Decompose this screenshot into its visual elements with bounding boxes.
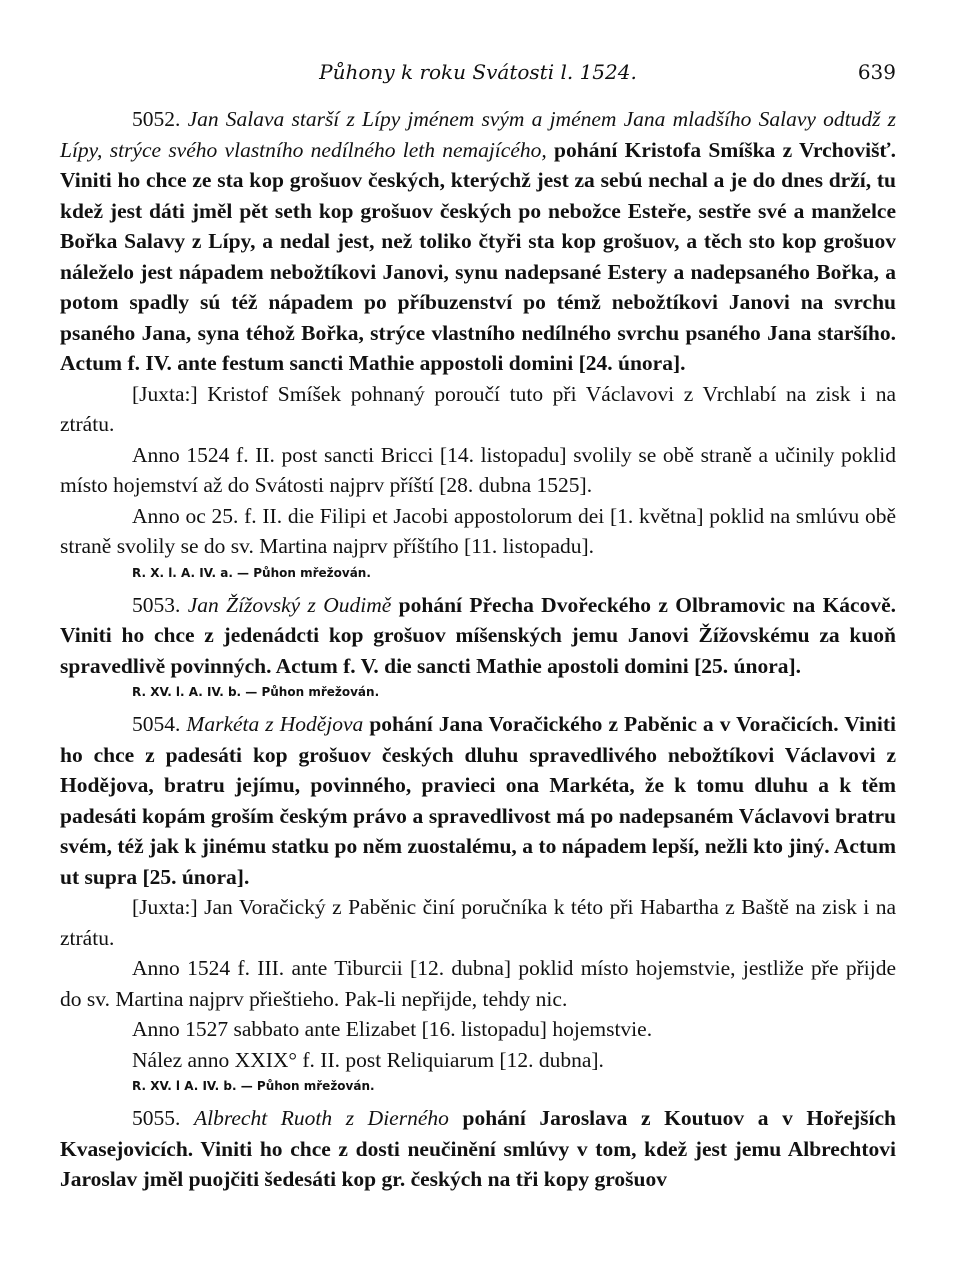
entry-note: Anno oc 25. f. II. die Filipi et Jacobi appostolorum dei [1. května] poklid na smlúvu obě straně svolily se do sv. Martina najprv příštího [11. listopadu].: [60, 503, 896, 558]
entry-number: 5053.: [132, 592, 181, 617]
entry-parties: Jan Žížovský z Oudimě: [187, 592, 392, 617]
entry-parties: Markéta z Hodějova: [186, 712, 364, 736]
entry-note: Anno 1527 sabbato ante Elizabet [16. listopadu] hojemstvie.: [132, 1017, 653, 1041]
entry-text: [60, 590, 896, 682]
entry-5053: [60, 590, 896, 704]
entry-number: 5052.: [132, 107, 181, 131]
page-header: [60, 60, 896, 100]
entry-body: pohání Jana Voračického z Paběnic a v Voračicích. Viniti ho chce z padesáti kop grošuov českých dluhu spravedlivého nebožtíkovi Václavovi z Hodějova, bratru jejímu, povinného, pravieci ona Markéta, že k tomu dluhu a k těm padesáti kopám groším českým právo a spravedlivost má po nadepsaném Václavovi bratru svém, též jak k jinému statku po něm zuostalému, a to nápadem lepší, nežli kto jiný. Actum ut supra [25. února].: [60, 712, 897, 889]
entry-text: [60, 104, 896, 379]
entry-5054: [60, 709, 896, 1097]
entry-parties: Albrecht Ruoth z Dierného: [193, 1106, 449, 1130]
entry-body: pohání Přecha Dvořeckého z Olbramovic na Kácově. Viniti ho chce z jedenádcti kop grošuov míšenských jemu Janovi Žížovskému za kuoň spravedlivě povinných. Actum f. V. die sancti Mathie apostoli domini [25. února].: [60, 592, 897, 678]
page-number: 639: [857, 60, 896, 84]
entry-5055: [60, 1103, 896, 1195]
entry-text: [60, 1103, 896, 1195]
entry-5052: [60, 104, 896, 584]
entry-body: pohání Kristofa Smíška z Vrchovišť. Viniti ho chce ze sta kop grošuov českých, kterýchž jest za sebú nechal a je do dnes drží, tu kdež jest dáti jměl pět seth kop grošuov českých po nebožce Esteře, sestře své a manželce Bořka Salavy z Lípy, a nedal jest, než toliko čtyři sta kop grošuov, a těch sto kop grošuov náleželo jest nápadem nebožtíkovi Janovi, synu nadepsané Estery a nadepsaného Bořka, a potom spadly sú též nápadem po příbuzenství po témž nebožtíkovi Janovi na svrchu psaného Jana, syna téhož Bořka, strýce vlastního nedílného svrchu psaného Jana staršího. Actum f. IV. ante festum sancti Mathie appostoli domini [24. února].: [60, 137, 897, 375]
entry-parties: Jan Salava starší z Lípy jménem svým a jménem Jana mladšího Salavy odtudž z Lípy, strýce svého vlastního nedílného leth nemajícého,: [60, 107, 896, 162]
entry-text: [60, 709, 896, 892]
entry-note: Anno 1524 f. III. ante Tiburcii [12. dubna] poklid místo hojemstvie, jestliže pře přijde do sv. Martina najprv přieštieho. Pak-li nepřijde, tehdy nic.: [60, 956, 896, 1011]
page: [60, 60, 896, 1240]
entry-number: 5055.: [132, 1106, 181, 1130]
entry-note: [Juxta:] Kristof Smíšek pohnaný poroučí tuto při Václavovi z Vrchlabí na zisk i na ztrátu.: [60, 381, 896, 436]
entry-reference: R. XV. l A. IV. b. — Půhon mřežován.: [132, 1079, 375, 1093]
running-title: Půhony k roku Svátosti l. 1524.: [319, 60, 637, 84]
entry-note: Nález anno XXIX° f. II. post Reliquiarum [12. dubna].: [132, 1047, 604, 1072]
entry-note: Anno 1524 f. II. post sancti Bricci [14. listopadu] svolily se obě straně a učinily poklid místo hojemství až do Svátosti najprv příští [28. dubna 1525].: [60, 442, 896, 497]
entry-reference: R. X. l. A. IV. a. — Půhon mřežován.: [132, 565, 371, 580]
entry-number: 5054.: [132, 712, 181, 736]
entry-body: pohání Jaroslava z Koutuov a v Hořejších Kvasejovicích. Viniti ho chce z dosti neučinění smlúvy v tom, kdež jest jemu Albrechtovi Jaroslav jměl puojčiti šedesáti kop gr. českých na tři kopy grošuov: [60, 1106, 896, 1191]
entry-reference: R. XV. l. A. IV. b. — Půhon mřežován.: [132, 685, 380, 699]
entry-note: [Juxta:] Jan Voračický z Paběnic činí poručníka k této při Habartha z Baště na zisk i na ztrátu.: [60, 895, 896, 950]
